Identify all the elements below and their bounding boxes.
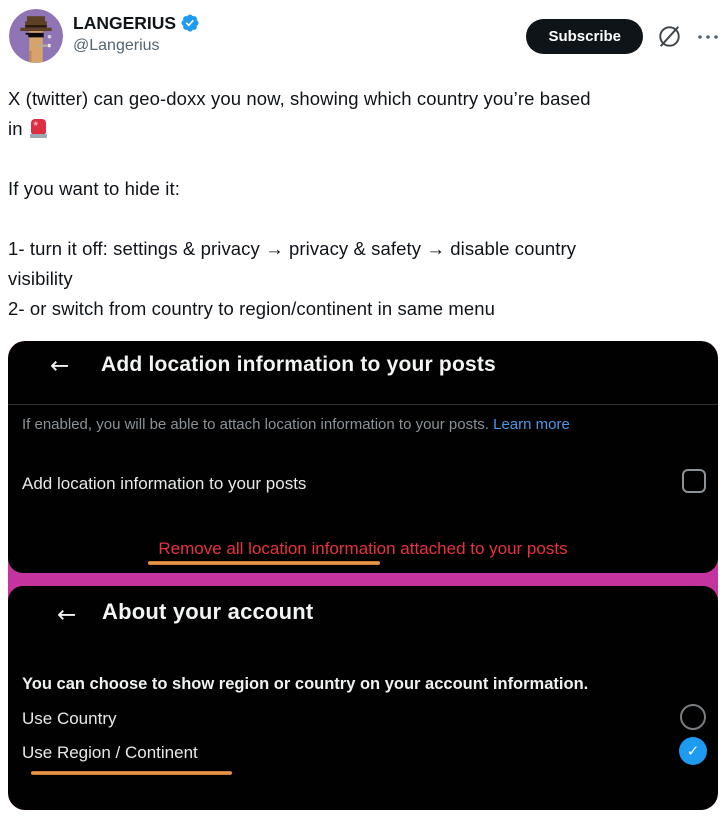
author-name[interactable]: LANGERIUS [73,13,177,33]
tweet-text-line [8,204,718,234]
rotating-light-emoji: * [30,119,47,138]
tweet-text-line: 2- or switch from country to region/continent in same menu [8,298,496,319]
panel-description: You can choose to show region or country on your account information. [22,675,589,693]
panel-description: If enabled, you will be able to attach location information to your posts. Learn more [22,416,570,433]
location-checkbox[interactable] [682,469,706,493]
location-toggle-label: Add location information to your posts [22,474,307,493]
radio-country-unselected[interactable] [680,704,706,730]
learn-more-link[interactable]: Learn more [493,416,570,433]
subscribe-button[interactable]: Subscribe [526,19,643,54]
tweet-text-line: If you want to hide it: [8,178,180,199]
more-options-icon[interactable] [696,25,720,49]
annotation-underline [31,771,232,775]
settings-panel-about-account [8,586,718,810]
panel-title: Add location information to your posts [101,353,496,376]
settings-panel-location [8,341,718,573]
back-arrow-icon[interactable]: ← [50,353,70,379]
avatar-punk-image [9,9,63,63]
tweet-header [0,0,726,68]
option-label-region-continent: Use Region / Continent [22,743,198,762]
author-name-row [73,12,526,34]
header-actions [526,9,720,54]
option-label-country: Use Country [22,709,117,728]
back-arrow-icon[interactable]: ← [57,602,77,628]
remove-location-link[interactable]: Remove all location information attached to your posts [158,539,568,558]
author-block [73,9,526,56]
tweet-text-line: 1- turn it off: settings & privacy → privacy & safety → disable country [8,238,577,259]
tweet-text-line: visibility [8,268,73,289]
tweet-text [0,68,726,324]
header-divider [8,404,718,405]
tweet-text-line [8,144,718,174]
embedded-image[interactable] [8,341,718,810]
verified-badge-icon [180,13,200,33]
tweet-text-line: in * [8,114,718,144]
grok-icon[interactable] [656,23,683,50]
radio-region-selected-check-icon[interactable]: ✓ [679,737,707,765]
author-handle[interactable]: @Langerius [73,37,160,54]
panel-title: About your account [102,599,314,624]
avatar[interactable] [9,9,63,63]
tweet-text-line: X (twitter) can geo-doxx you now, showing which country you’re based [8,88,591,109]
annotation-underline [148,561,380,565]
